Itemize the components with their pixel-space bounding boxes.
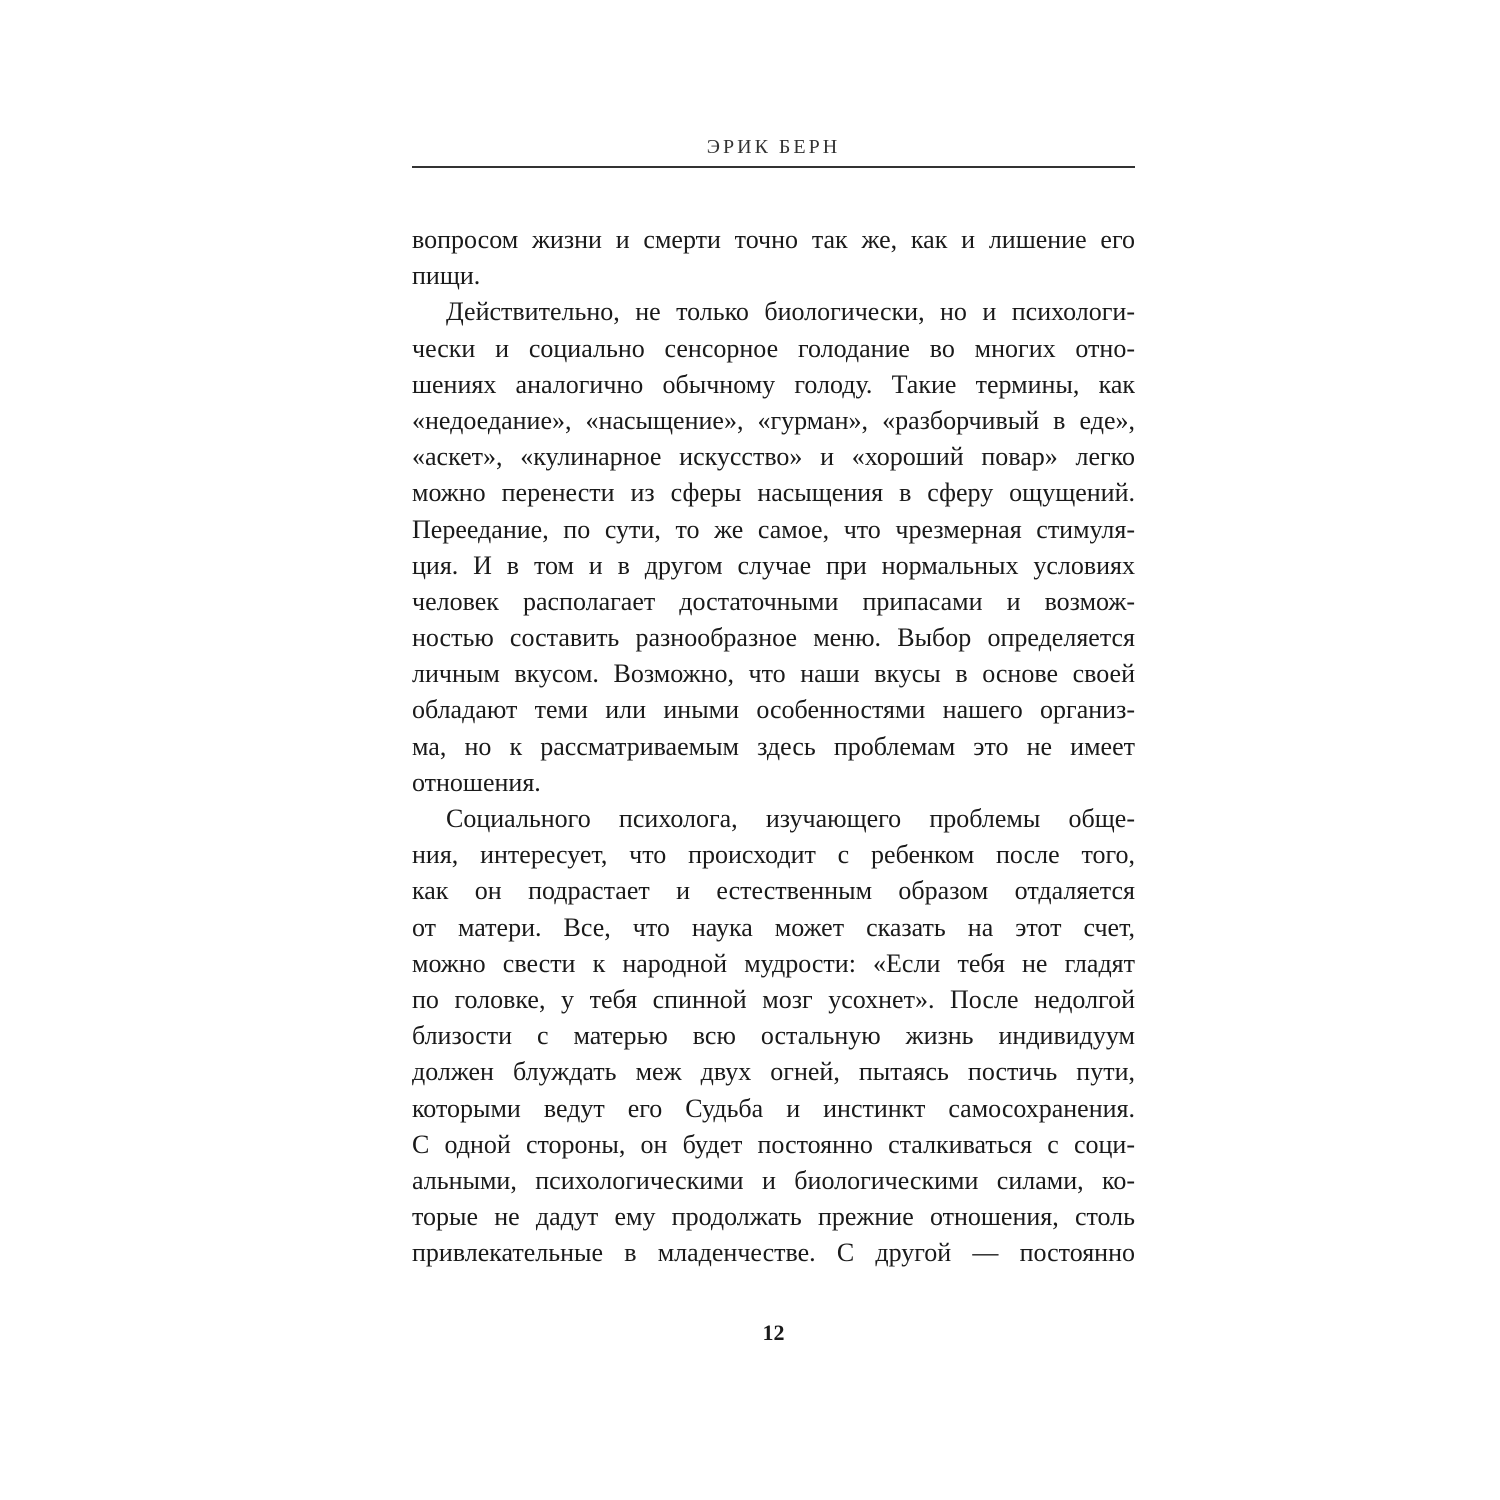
text-line: «аскет», «кулинарное искусство» и «хороший повар» легко <box>412 442 1135 472</box>
text-line: ностью составить разнообразное меню. Выбор определяется <box>412 623 1135 653</box>
page-number: 12 <box>762 1320 785 1345</box>
text-line: Переедание, по сути, то же самое, что чрезмерная стимуля- <box>412 514 1135 544</box>
text-line: по головке, у тебя спинной мозг усохнет». После недолгой <box>412 984 1135 1014</box>
text-line: вопросом жизни и смерти точно так же, как и лишение его <box>412 225 1135 254</box>
text-line: С одной стороны, он будет постоянно сталкиваться с соци- <box>412 1129 1135 1159</box>
text-line: от матери. Все, что наука может сказать на этот счет, <box>412 912 1135 942</box>
running-header: ЭРИК БЕРН <box>706 136 841 158</box>
text-line: которыми ведут его Судьба и инстинкт самосохранения. <box>412 1093 1135 1123</box>
text-line: должен блуждать меж двух огней, пытаясь постичь пути, <box>412 1057 1135 1087</box>
text-line: можно перенести из сферы насыщения в сферу ощущений. <box>412 478 1135 508</box>
text-line: Социального психолога, изучающего проблемы обще- <box>446 804 1135 833</box>
text-line: чески и социально сенсорное голодание во многих отно- <box>412 333 1135 363</box>
text-line: можно свести к народной мудрости: «Если тебя не гладят <box>412 948 1135 978</box>
text-line: альными, психологическими и биологическими силами, ко- <box>412 1165 1135 1195</box>
text-line: «недоедание», «насыщение», «гурман», «разборчивый в еде», <box>412 405 1135 435</box>
text-line: ция. И в том и в другом случае при нормальных условиях <box>412 550 1135 580</box>
text-line: как он подрастает и естественным образом отдаляется <box>412 876 1135 906</box>
text-line: близости с матерью всю остальную жизнь индивидуум <box>412 1021 1135 1051</box>
text-line: Действительно, не только биологически, но и психологи- <box>446 297 1135 327</box>
text-line: шениях аналогично обычному голоду. Такие термины, как <box>412 369 1135 399</box>
text-line: личным вкусом. Возможно, что наши вкусы в основе своей <box>412 659 1135 689</box>
text-line: отношения. <box>412 767 541 797</box>
text-line: обладают теми или иными особенностями нашего организ- <box>412 695 1135 725</box>
text-line: торые не дадут ему продолжать прежние отношения, столь <box>412 1202 1135 1232</box>
text-line: ния, интересует, что происходит с ребенком после того, <box>412 840 1135 870</box>
text-line: человек располагает достаточными припасами и возмож- <box>412 586 1135 616</box>
text-line: привлекательные в младенчестве. С другой — постоянно <box>412 1238 1135 1268</box>
text-line: ма, но к рассматриваемым здесь проблемам это не имеет <box>412 731 1135 761</box>
text-line: пищи. <box>412 261 481 291</box>
body-text <box>412 222 1135 1271</box>
header-rule <box>412 166 1135 168</box>
